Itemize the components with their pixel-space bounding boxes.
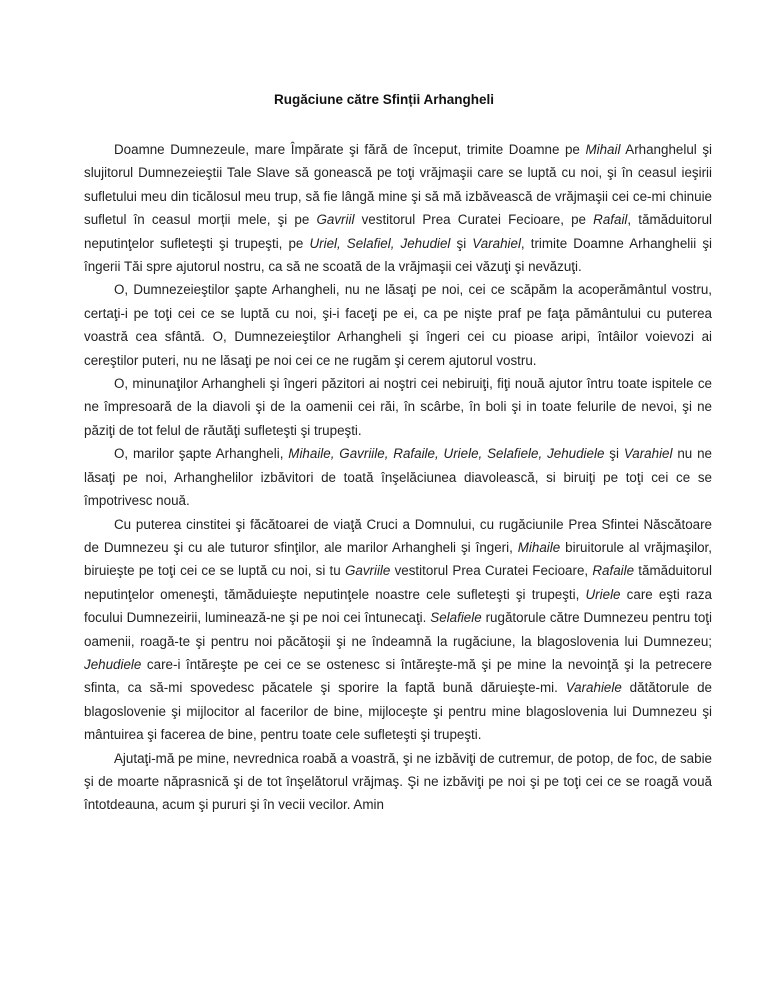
text-run: şi <box>604 446 624 462</box>
italic-name: Mihaile <box>517 539 561 555</box>
text-run: , trimite Doamne Arhanghelii şi îngerii Tăi spre ajutorul nostru, ca să ne scoată de la vrăjmaşii cei văzuţi şi nevăzuţi. <box>84 235 712 275</box>
text-run: Doamne Dumnezeule, mare Împărate şi fără de început, trimite Doamne pe <box>114 142 586 157</box>
paragraph <box>84 372 712 442</box>
italic-name: Rafaile <box>592 563 635 579</box>
text-run: biruitorule al vrăjmaşilor, biruieşte pe toţi cei ce se luptă cu noi, si tu <box>84 539 712 579</box>
text-run: rugătorule către Dumnezeu pentru toţi oamenii, roagă-te şi pentru noi păcătoşii şi ne îndeamnă la rugăciune, la blagoslovenia lui Dumnezeu; <box>84 610 712 649</box>
paragraph <box>84 278 712 372</box>
text-run: Arhanghelul şi slujitorul Dumnezeieştii Tale Slave să gonească pe toţi vrăjmaşii care se luptă cu noi, şi în ceasul ieşirii sufletului meu din ticălosul meu trup, să fie lângă mine şi să mă izbăvească de vrăjmaşii cei ce-mi chinuie sufletul în ceasul morții mele, şi pe <box>84 142 712 228</box>
italic-name: Uriel, Selafiel, Jehudiel <box>309 235 451 251</box>
paragraph <box>84 442 712 512</box>
italic-name: Uriele <box>585 586 621 602</box>
text-run: O, minunaţilor Arhangheli şi îngeri păzitori ai noştri cei nebiruiţi, fiţi nouă ajutor întru toate ispitele ce ne împresoară de la diavoli şi de la oamenii cei răi, în scârbe, în boli şi in toate felurile de nevoi, şi ne păziţi de tot felul de răutăţi sufleteşti şi trupeşti. <box>84 376 712 438</box>
text-run: dătătorule de blagoslovenie şi mijlocitor al facerilor de bine, mijloceşte şi pentru mine blagoslovenia lui Dumnezeu şi mântuirea şi facerea de bine, pentru toate cele sufleteşti şi trupeşti. <box>84 680 712 743</box>
text-run: nu ne lăsaţi pe noi, Arhanghelilor izbăvitori de toată înşelăciunea diavolească, si biruiţi pe toţi cei ce se împotrivesc nouă. <box>84 446 712 509</box>
italic-name: Jehudiele <box>84 656 142 672</box>
text-run: vestitorul Prea Curatei Fecioare, pe <box>354 212 594 228</box>
text-run: care eşti raza focului Dumnezeirii, luminează-ne şi pe noi cei întunecaţi. <box>84 586 712 626</box>
paragraph <box>84 138 712 278</box>
text-run: Cu puterea cinstitei şi făcătoarei de viaţă Cruci a Domnului, cu rugăciunile Prea Sfintei Născătoare de Dumnezeu şi cu ale tuturor sfinţilor, ale marilor Arhangheli şi îngeri, <box>84 516 712 555</box>
text-run: care-i întăreşte pe cei ce se ostenesc si întăreşte-mă şi pe mine la nevoinţă şi la petrecere sfinta, ca să-mi spovedesc păcatele şi sporire la faptă bună dăruieşte-mi. <box>84 656 712 696</box>
italic-name: Varahiele <box>565 680 622 696</box>
document-body <box>84 138 712 817</box>
italic-name: Varahiel <box>623 446 673 462</box>
text-run: , tămăduitorul neputinţelor sufleteşti şi trupeşti, pe <box>84 212 712 251</box>
text-run: O, marilor şapte Arhangheli, <box>114 446 289 462</box>
text-run: şi <box>450 235 473 251</box>
text-run: O, Dumnezeieştilor şapte Arhangheli, nu ne lăsaţi pe noi, cei ce scăpăm la acoperământul vostru, certaţi-i pe toţi cei ce se luptă cu noi, şi-i faceţi pe ei, ca pe nişte praf pe faţa pământului cu puterea voastră cea sfântă. O, Dumnezeieştilor Arhangheli şi îngeri cei cu pioase aripi, întâilor voievozi ai cereştilor puteri, nu ne lăsaţi pe noi cei ce ne rugăm şi cerem ajutorul vostru. <box>84 282 712 368</box>
italic-name: Mihail <box>585 142 621 157</box>
italic-name: Mihaile, Gavriile, Rafaile, Uriele, Selafiele, Jehudiele <box>288 446 605 462</box>
text-run: vestitorul Prea Curatei Fecioare, <box>390 563 593 579</box>
text-run: Ajutaţi-mă pe mine, nevrednica roabă a voastră, şi ne izbăviţi de cutremur, de potop, de foc, de sabie şi de moarte năprasnică şi de tot înşelătorul vrăjmaş. Şi ne izbăviţi pe noi şi pe toţi cei ce se roagă vouă întotdeauna, acum şi pururi şi în vecii vecilor. Amin <box>84 750 712 813</box>
paragraph <box>84 747 712 817</box>
document-title: Rugăciune către Sfinții Arhangheli <box>273 92 495 107</box>
italic-name: Selafiele <box>430 610 482 626</box>
italic-name: Rafail <box>593 212 628 228</box>
italic-name: Gavriile <box>344 563 391 579</box>
italic-name: Varahiel <box>472 235 521 251</box>
italic-name: Gavriil <box>316 212 355 228</box>
paragraph <box>84 513 712 747</box>
text-run: tămăduitorul neputinţelor omeneşti, tămăduieşte neputinţele noastre cele sufleteşti şi trupeşti, <box>84 563 712 602</box>
